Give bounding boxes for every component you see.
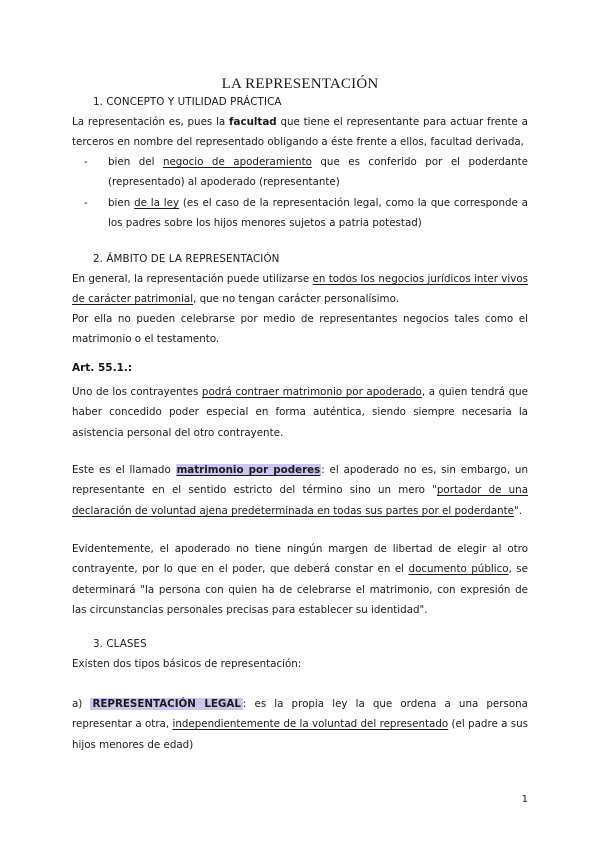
article-paragraph-2: Este es el llamado matrimonio por poderes: el apoderado no es, sin embargo, un representante en el sentido estricto del término sino un mero "portador de una declaración de voluntad ajena predeterminada en todas sus partes por el poderdante". (72, 464, 529, 517)
underlined-term: podrá contraer matrimonio por apoderado (201, 386, 422, 398)
bullet-item: - bien del negocio de apoderamiento que es conferido por el poderdante (representado) al apoderado (representante) (84, 152, 528, 193)
section-1-paragraph: La representación es, pues la facultad que tiene el representante para actuar frente a terceros en nombre del representado obligando a éste frente a ellos, facultad derivada, (72, 116, 528, 149)
section-2-paragraph-2: Por ella no pueden celebrarse por medio de representantes negocios tales como el matrimonio o el testamento. (72, 313, 528, 346)
section-1-heading: 1. CONCEPTO Y UTILIDAD PRÁCTICA (93, 96, 282, 108)
underlined-term: negocio de apoderamiento (162, 156, 312, 168)
bullet-dash: - (84, 197, 88, 209)
article-paragraph-3: Evidentemente, el apoderado no tiene ningún margen de libertad de elegir al otro contrayente, por lo que en el poder, que deberá constar en el documento público, se determinará "la persona con quien ha de celebrarse el matrimonio, con expresión de las circunstancias personales precisas para establecer su identidad". (72, 543, 529, 617)
underlined-quote: portador de una declaración de voluntad ajena predeterminada en todas sus partes por el poderdante (72, 484, 529, 517)
keyword-facultad: facultad (229, 116, 277, 128)
article-label: Art. 55.1.: (72, 362, 133, 374)
highlighted-term: REPRESENTACIÓN LEGAL (92, 698, 241, 710)
section-2-heading: 2. ÁMBITO DE LA REPRESENTACIÓN (93, 253, 280, 265)
section-3-intro: Existen dos tipos básicos de representación: (72, 658, 302, 670)
article-paragraph-1: Uno de los contrayentes podrá contraer matrimonio por apoderado, a quien tendrá que haber concedido poder especial en forma auténtica, siendo siempre necesaria la asistencia personal del otro contrayente. (72, 386, 528, 439)
section-2-paragraph-1: En general, la representación puede utilizarse en todos los negocios jurídicos inter vivos de carácter patrimonial, que no tengan carácter personalísimo. (72, 273, 528, 306)
underlined-term: en todos los negocios jurídicos inter vivos de carácter patrimonial (72, 273, 528, 306)
bullet-dash: - (84, 156, 88, 168)
page-number: 1 (521, 794, 528, 805)
highlighted-term: matrimonio por poderes (176, 464, 321, 476)
page-title: LA REPRESENTACIÓN (221, 76, 379, 92)
section-3-heading: 3. CLASES (93, 638, 147, 650)
underlined-term: documento público (408, 563, 509, 576)
bullet-item: - bien de la ley (es el caso de la representación legal, como la que corresponde a los padres sobre los hijos menores sujetos a patria potestad) (84, 193, 528, 234)
underlined-term: independientemente de la voluntad del representado (172, 718, 449, 731)
section-3-item-a: a) REPRESENTACIÓN LEGAL : es la propia ley la que ordena a una persona representar a otra, independientemente de la voluntad del representado (el padre a sus hijos menores de edad) (72, 698, 528, 751)
underlined-term: de la ley (134, 197, 180, 209)
